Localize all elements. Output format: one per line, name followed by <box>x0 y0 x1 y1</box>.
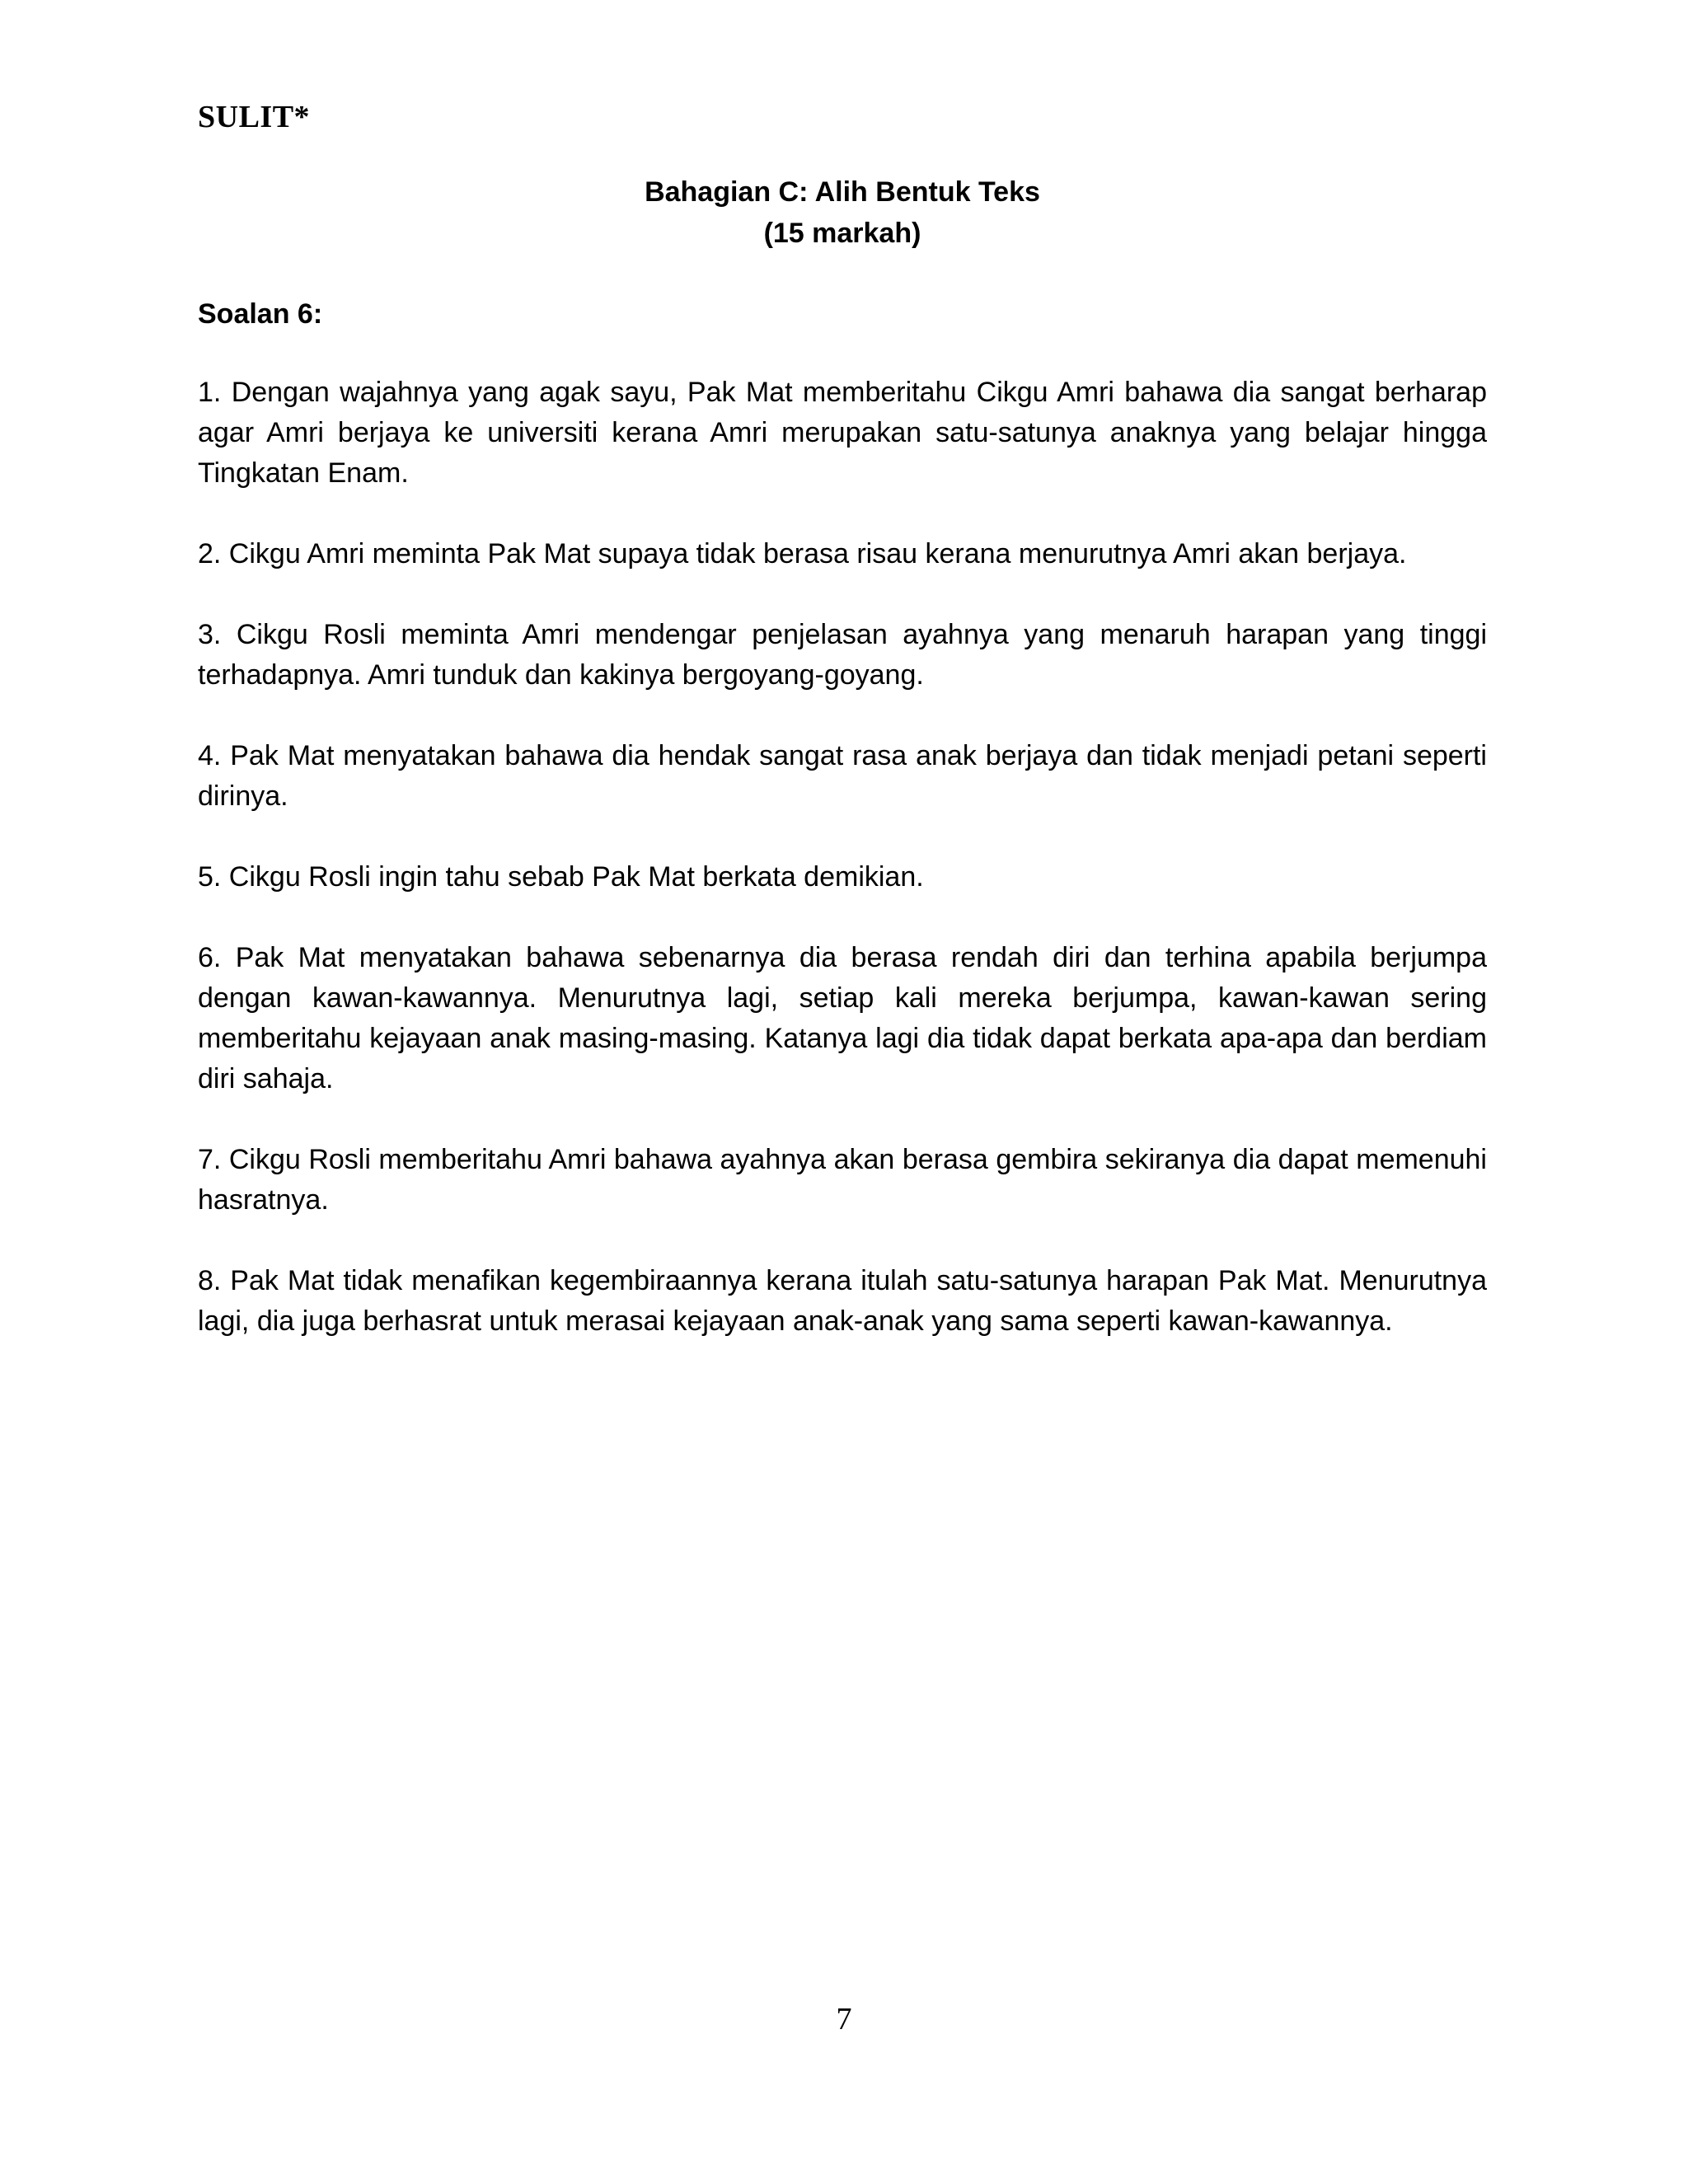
answer-item-3: 3. Cikgu Rosli meminta Amri mendengar penjelasan ayahnya yang menaruh harapan yang tinggi terhadapnya. Amri tunduk dan kakinya bergoyang-goyang. <box>198 619 1487 691</box>
question-label: Soalan 6: <box>198 298 323 330</box>
answer-item-5: 5. Cikgu Rosli ingin tahu sebab Pak Mat berkata demikian. <box>198 861 924 893</box>
answer-item-6: 6. Pak Mat menyatakan bahawa sebenarnya dia berasa rendah diri dan terhina apabila berjumpa dengan kawan-kawannya. Menurutnya lagi, setiap kali mereka berjumpa, kawan-kawan sering memberitahu kejayaan anak masing-masing. Katanya lagi dia tidak dapat berkata apa-apa dan berdiam diri sahaja. <box>198 942 1487 1094</box>
section-title: Bahagian C: Alih Bentuk Teks <box>645 176 1040 208</box>
section-marks: (15 markah) <box>763 218 921 249</box>
answer-item-4: 4. Pak Mat menyatakan bahawa dia hendak sangat rasa anak berjaya dan tidak menjadi petani seperti dirinya. <box>198 740 1487 812</box>
answer-item-7: 7. Cikgu Rosli memberitahu Amri bahawa ayahnya akan berasa gembira sekiranya dia dapat memenuhi hasratnya. <box>198 1144 1487 1216</box>
answer-list <box>198 373 1487 1382</box>
page-number: 7 <box>836 2002 852 2036</box>
classification-label: SULIT* <box>198 100 311 134</box>
answer-item-8: 8. Pak Mat tidak menafikan kegembiraannya kerana itulah satu-satunya harapan Pak Mat. Menurutnya lagi, dia juga berhasrat untuk merasai kejayaan anak-anak yang sama seperti kawan-kawannya. <box>198 1265 1487 1337</box>
answer-item-1: 1. Dengan wajahnya yang agak sayu, Pak Mat memberitahu Cikgu Amri bahawa dia sangat berharap agar Amri berjaya ke universiti kerana Amri merupakan satu-satunya anaknya yang belajar hingga Tingkatan Enam. <box>198 377 1487 489</box>
section-heading <box>198 171 1487 254</box>
answer-item-2: 2. Cikgu Amri meminta Pak Mat supaya tidak berasa risau kerana menurutnya Amri akan berjaya. <box>198 538 1407 569</box>
